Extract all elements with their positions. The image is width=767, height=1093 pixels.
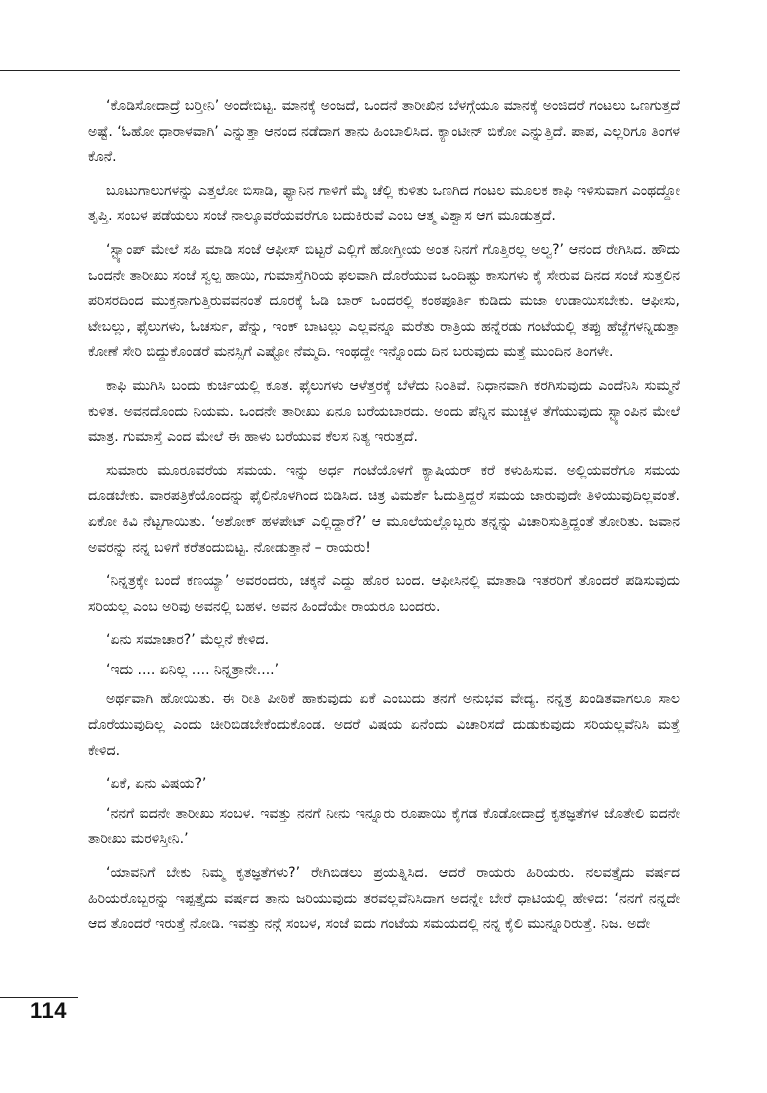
dialogue-line: ‘ಏನು ಸಮಾಚಾರ?’ ಮೆಲ್ಲನೆ ಕೇಳಿದ.: [106, 632, 270, 649]
paragraph: ‘ನಿನ್ನತ್ರಕ್ಕೇ ಬಂದೆ ಕಣಯ್ಯಾ’ ಅವರಂದರು, ಚಕ್ಕನೆ ಎದ್ದು ಹೊರ ಬಂದ. ಆಫೀಸಿನಲ್ಲಿ ಮಾತಾಡಿ ಇತರರಿಗೆ ತೊಂದರೆ ಪಡಿಸುವುದು ಸರಿಯಲ್ಲ ಎಂಬ ಅರಿವು ಅವನಲ್ಲಿ ಬಹಳ. ಅವನ ಹಿಂದೆಯೇ ರಾಯರೂ ಬಂದರು.: [88, 573, 680, 615]
dialogue-line: ‘ಏಕೆ, ಏನು ವಿಷಯ?’: [106, 776, 207, 793]
paragraph: ಬೂಟುಗಾಲುಗಳನ್ನು ಎತ್ತಲೋ ಬಿಸಾಡಿ, ಫ್ಯಾನಿನ ಗಾಳಿಗೆ ಮೈ ಚೆಲ್ಲಿ ಕುಳಿತು ಒಣಗಿದ ಗಂಟಲ ಮೂಲಕ ಕಾಫಿ ಇಳಿಸುವಾಗ ಎಂಥದ್ದೋ ತೃಪ್ತಿ. ಸಂಬಳ ಪಡೆಯಲು ಸಂಜೆ ನಾಲ್ಕೂವರೆಯವರೆಗೂ ಬದುಕಿರುವೆ ಎಂಬ ಆತ್ಮ ವಿಶ್ವಾಸ ಆಗ ಮೂಡುತ್ತದೆ.: [88, 182, 680, 225]
page-number: 114: [30, 998, 67, 1023]
paragraph: ‘ಯಾವನಿಗೆ ಬೇಕು ನಿಮ್ಮ ಕೃತಜ್ಞತೆಗಳು?’ ರೇಗಿಬಿಡಲು ಪ್ರಯತ್ನಿಸಿದ. ಆದರೆ ರಾಯರು ಹಿರಿಯರು. ನಲವತ್ತೈದು ವರ್ಷದ ಹಿರಿಯರೊಬ್ಬರನ್ನು ಇಪ್ಪತ್ತೈದು ವರ್ಷದ ತಾನು ಜರಿಯುವುದು ತರವಲ್ಲವೆನಿಸಿದಾಗ ಅದನ್ನೇ ಬೇರೆ ಧಾಟಿಯಲ್ಲಿ ಹೇಳಿದ: ‘ನನಗೆ ನನ್ನದೇ ಆದ ತೊಂದರೆ ಇರುತ್ತೆ ನೋಡಿ. ಇವತ್ತು ನನ್ಗೆ ಸಂಬಳ, ಸಂಜೆ ಐದು ಗಂಟೆಯ ಸಮಯದಲ್ಲಿ ನನ್ನ ಕೈಲಿ ಮುನ್ನೂರಿರುತ್ತೆ. ನಿಜ. ಅದೇ: [88, 865, 680, 933]
page-body: [88, 94, 680, 946]
paragraph: ಕಾಫಿ ಮುಗಿಸಿ ಬಂದು ಕುರ್ಚಿಯಲ್ಲಿ ಕೂತ. ಫೈಲುಗಳು ಆಳೆತ್ತರಕ್ಕೆ ಬೆಳೆದು ನಿಂತಿವೆ. ನಿಧಾನವಾಗಿ ಕರಗಿಸುವುದು ಎಂದೆನಿಸಿ ಸುಮ್ಮನೆ ಕುಳಿತ. ಅವನದೊಂದು ನಿಯಮ. ಒಂದನೇ ತಾರೀಖು ಏನೂ ಬರೆಯಬಾರದು. ಅಂದು ಪೆನ್ನಿನ ಮುಚ್ಚಳ ತೆಗೆಯುವುದು ಸ್ಟ್ಯಾಂಪಿನ ಮೇಲೆ ಮಾತ್ರ. ಗುಮಾಸ್ತೆ ಎಂದ ಮೇಲೆ ಈ ಹಾಳು ಬರೆಯುವ ಕೆಲಸ ನಿತ್ಯ ಇರುತ್ತದೆ.: [88, 377, 680, 446]
paragraph: ‘ನನಗೆ ಐದನೇ ತಾರೀಖು ಸಂಬಳ. ಇವತ್ತು ನನಗೆ ನೀನು ಇನ್ನೂರು ರೂಪಾಯಿ ಕೈಗಡ ಕೊಡೋದಾದ್ರೆ ಕೃತಜ್ಞತೆಗಳ ಜೊತೇಲಿ ಐದನೇ ತಾರೀಖು ಮರಳಿಸ್ತೀನಿ.’: [88, 805, 680, 848]
paragraph: ‘ಸ್ಟ್ಯಾಂಪ್ ಮೇಲೆ ಸಹಿ ಮಾಡಿ ಸಂಜೆ ಆಫೀಸ್ ಬಿಟ್ಟರೆ ಎಲ್ಲಿಗೆ ಹೋಗ್ತೀಯ ಅಂತ ನಿನಗೆ ಗೊತ್ತಿರಲ್ಲ ಅಲ್ವ?’ ಆನಂದ ರೇಗಿಸಿದ. ಹೌದು ಒಂದನೇ ತಾರೀಖು ಸಂಜೆ ಸ್ವಲ್ಪ ಹಾಯಿ, ಗುಮಾಸ್ತೆಗಿರಿಯ ಫಲವಾಗಿ ದೊರೆಯುವ ಒಂದಿಷ್ಟು ಕಾಸುಗಳು ಕೈ ಸೇರುವ ದಿನದ ಸಂಜೆ ಸುತ್ತಲಿನ ಪರಿಸರದಿಂದ ಮುಕ್ತನಾಗುತ್ತಿರುವವನಂತೆ ದೂರಕ್ಕೆ ಓಡಿ ಬಾರ್ ಒಂದರಲ್ಲಿ ಕಂಠಪೂರ್ತಿ ಕುಡಿದು ಮಜಾ ಉಡಾಯಿಸಬೇಕು. ಆಫೀಸು, ಟೇಬಲ್ಲು, ಫೈಲುಗಳು, ಓಚರ್ಸು, ಪೆನ್ನು, ಇಂಕ್ ಬಾಟಲ್ಲು ಎಲ್ಲವನ್ನೂ ಮರೆತು ರಾತ್ರಿಯ ಹನ್ನೆರಡು ಗಂಟೆಯಲ್ಲಿ ತಪ್ಪು ಹೆಜ್ಜೆಗಳನ್ನಿಡುತ್ತಾ ಕೋಣೆ ಸೇರಿ ಬಿದ್ದುಕೊಂಡರೆ ಮನಸ್ಸಿಗೆ ಎಷ್ಟೋ ನೆಮ್ಮದಿ. ಇಂಥದ್ದೇ ಇನ್ನೊಂದು ದಿನ ಬರುವುದು ಮತ್ತೆ ಮುಂದಿನ ತಿಂಗಳೇ.: [88, 241, 680, 361]
paragraph: ‘ಕೊಡಿಸೋದಾದ್ರೆ ಬರ್‍ತೀನಿ’ ಅಂದೇಬಿಟ್ಟ. ಮಾನಕ್ಕೆ ಅಂಜದೆ, ಒಂದನೆ ತಾರೀಖಿನ ಬೆಳಗ್ಗೆಯೂ ಮಾನಕ್ಕೆ ಅಂಜಿದರೆ ಗಂಟಲು ಒಣಗುತ್ತದೆ ಅಷ್ಟೆ. ‘ಓಹೋ ಧಾರಾಳವಾಗಿ’ ಎನ್ನುತ್ತಾ ಆನಂದ ನಡೆದಾಗ ತಾನು ಹಿಂಬಾಲಿಸಿದ. ಕ್ಯಾಂಟೀನ್ ಬಿಕೋ ಎನ್ನುತ್ತಿದೆ. ಪಾಪ, ಎಲ್ಲರಿಗೂ ತಿಂಗಳ ಕೊನೆ.: [88, 98, 680, 166]
paragraph: ಅರ್ಥವಾಗಿ ಹೋಯಿತು. ಈ ರೀತಿ ಪೀಠಿಕೆ ಹಾಕುವುದು ಏಕೆ ಎಂಬುದು ತನಗೆ ಅನುಭವ ವೇದ್ಯ. ನನ್ನತ್ರ ಖಂಡಿತವಾಗಲೂ ಸಾಲ ದೊರೆಯುವುದಿಲ್ಲ ಎಂದು ಚೀರಿಬಿಡಬೇಕೆಂದುಕೊಂಡ. ಅದರೆ ವಿಷಯ ಏನೆಂದು ವಿಚಾರಿಸದೆ ದುಡುಕುವುದು ಸರಿಯಲ್ಲವೆನಿಸಿ ಮತ್ತೆ ಕೇಳಿದ.: [88, 691, 680, 759]
dialogue-line: ‘ಇದು .... ಏನಿಲ್ಲ .... ನಿನ್ನತ್ರಾನೇ....’: [106, 661, 280, 678]
header-rule: [0, 70, 680, 71]
paragraph: ಸುಮಾರು ಮೂರೂವರೆಯ ಸಮಯ. ಇನ್ನು ಅರ್ಧ ಗಂಟೆಯೊಳಗೆ ಕ್ಯಾಷಿಯರ್ ಕರೆ ಕಳುಹಿಸುವ. ಅಲ್ಲಿಯವರೆಗೂ ಸಮಯ ದೂಡಬೇಕು. ವಾರಪತ್ರಿಕೆಯೊಂದನ್ನು ಫೈಲಿನೊಳಗಿಂದ ಬಿಡಿಸಿದ. ಚಿತ್ರ ವಿಮರ್ಶೆ ಓದುತ್ತಿದ್ದರೆ ಸಮಯ ಜಾರುವುದೇ ತಿಳಿಯುವುದಿಲ್ಲವಂತೆ. ಏಕೋ ಕಿವಿ ನೆಟ್ಟಗಾಯಿತು. ‘ಅಶೋಕ್ ಹಳಪೇಟ್ ಎಲ್ಲಿದ್ದಾರೆ?’ ಆ ಮೂಲೆಯಲ್ಲೊಬ್ಬರು ತನ್ನನ್ನು ವಿಚಾರಿಸುತ್ತಿದ್ದಂತೆ ತೋರಿತು. ಜವಾನ ಅವರನ್ನು ನನ್ನ ಬಳಿಗೆ ಕರೆತಂದುಬಿಟ್ಟ. ನೋಡುತ್ತಾನೆ – ರಾಯರು!: [88, 462, 680, 556]
